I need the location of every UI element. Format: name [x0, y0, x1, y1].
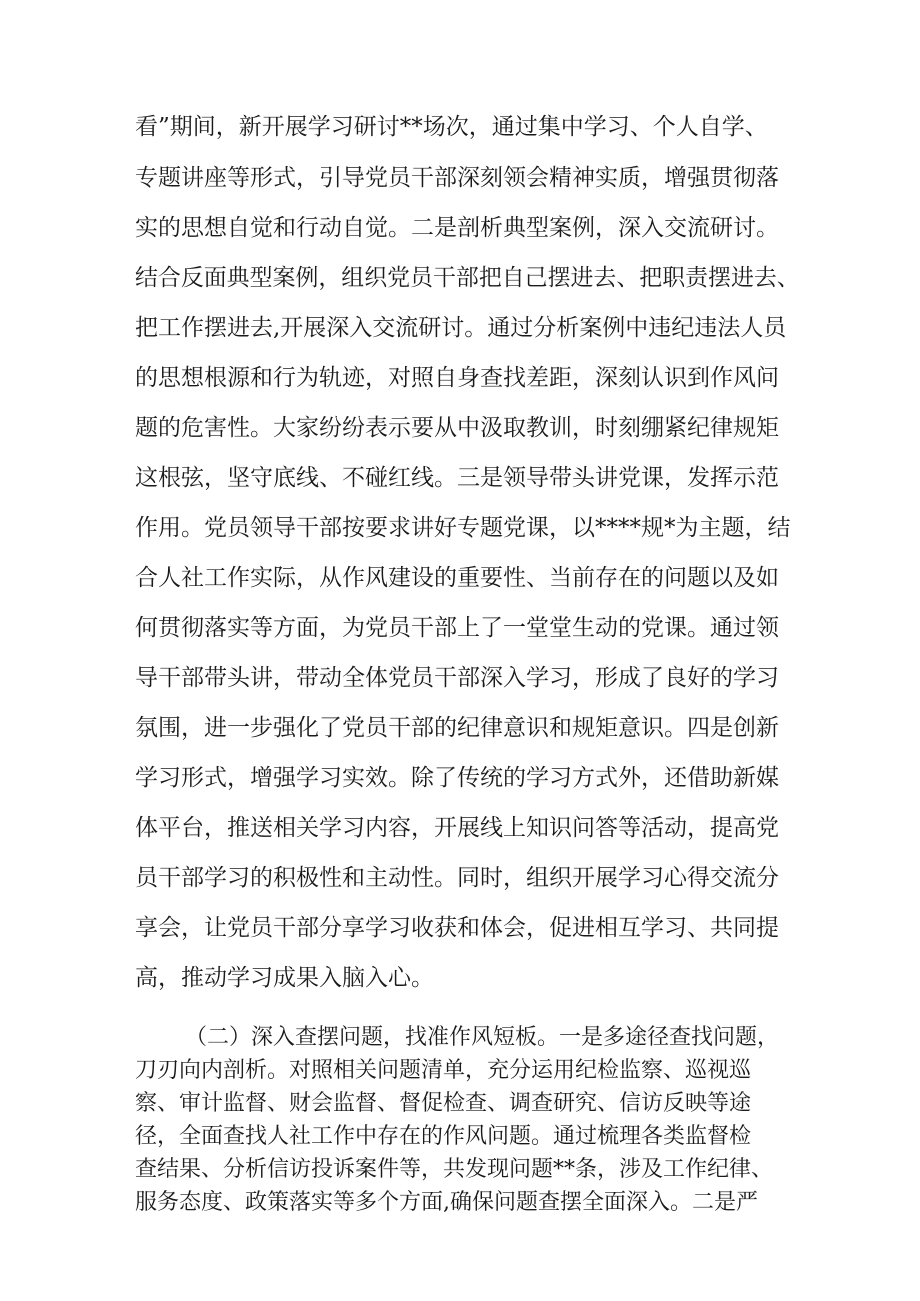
text-line: 体平台，推送相关学习内容，开展线上知识问答等活动，提高党: [135, 815, 779, 841]
text-line: 刀刃向内剖析。对照相关问题清单，充分运用纪检监察、巡视巡: [135, 1058, 752, 1083]
text-line: 何贯彻落实等方面，为党员干部上了一堂堂生动的党课。通过领: [135, 615, 779, 641]
text-line: 氛围，进一步强化了党员干部的纪律意识和规矩意识。四是创新: [135, 715, 779, 741]
text-line: 高，推动学习成果入脑入心。: [135, 965, 434, 991]
text-line: 合人社工作实际，从作风建设的重要性、当前存在的问题以及如: [135, 565, 779, 591]
text-line: 把工作摆进去,开展深入交流研讨。通过分析案例中违纪违法人员: [135, 315, 787, 341]
text-line: 查结果、分析信访投诉案件等，共发现问题**条，涉及工作纪律、: [135, 1157, 774, 1182]
text-line: 导干部带头讲，带动全体党员干部深入学习，形成了良好的学习: [135, 665, 779, 691]
text-line: 看”期间，新开展学习研讨**场次，通过集中学习、个人自学、: [135, 114, 768, 140]
section-heading-line: （二）深入查摆问题，找准作风短板。一是多途径查找问题，: [185, 1025, 780, 1050]
text-line: 察、审计监督、财会监督、督促检查、调查研究、信访反映等途: [135, 1091, 752, 1116]
text-line: 实的思想自觉和行动自觉。二是剖析典型案例，深入交流研讨。: [135, 215, 779, 241]
text-line: 作用。党员领导干部按要求讲好专题党课，以****规*为主题，结: [135, 515, 791, 541]
text-line: 径，全面查找人社工作中存在的作风问题。通过梳理各类监督检: [135, 1124, 752, 1149]
text-line: 结合反面典型案例，组织党员干部把自己摆进去、把职责摆进去、: [135, 265, 800, 291]
text-line: 享会，让党员干部分享学习收获和体会，促进相互学习、共同提: [135, 915, 779, 941]
text-line: 这根弦，坚守底线、不碰红线。三是领导带头讲党课，发挥示范: [135, 465, 779, 491]
text-line: 的思想根源和行为轨迹，对照自身查找差距，深刻认识到作风问: [135, 365, 779, 391]
text-line: 学习形式，增强学习实效。除了传统的学习方式外，还借助新媒: [135, 765, 779, 791]
text-line: 员干部学习的积极性和主动性。同时，组织开展学习心得交流分: [135, 865, 779, 891]
text-line: 专题讲座等形式，引导党员干部深刻领会精神实质，增强贯彻落: [135, 165, 779, 191]
text-line: 服务态度、政策落实等多个方面,确保问题查摆全面深入。二是严: [135, 1190, 758, 1215]
text-line: 题的危害性。大家纷纷表示要从中汲取教训，时刻绷紧纪律规矩: [135, 415, 779, 441]
